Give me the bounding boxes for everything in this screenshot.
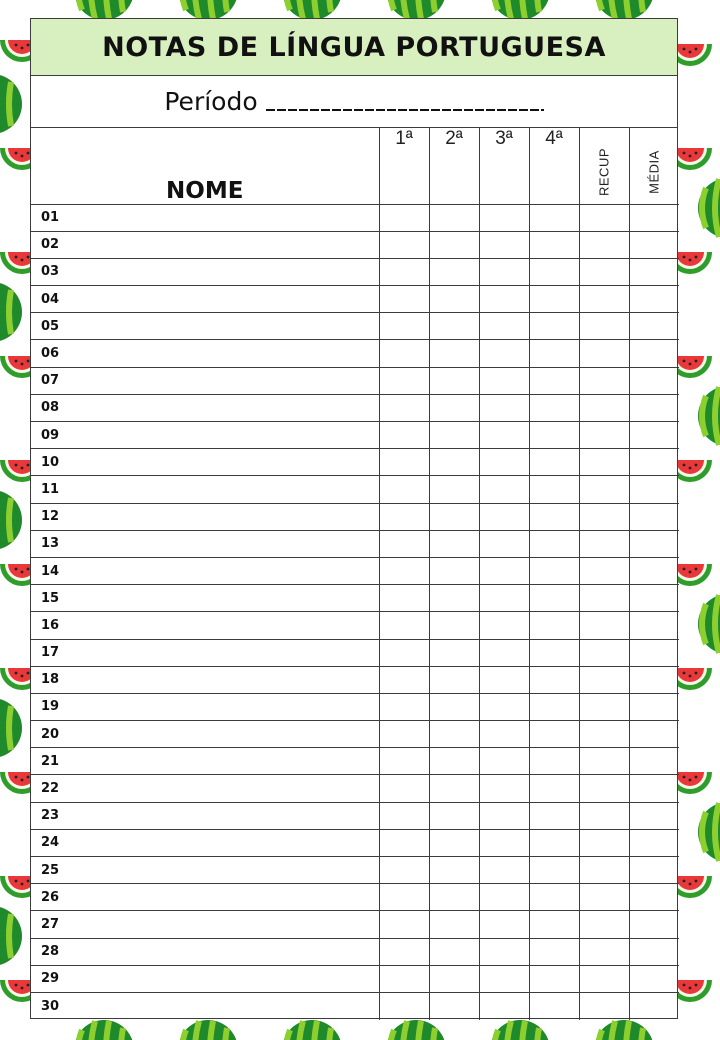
grade-1-cell[interactable] xyxy=(379,938,429,965)
row-number[interactable]: 15 xyxy=(31,585,379,612)
grade-4-cell[interactable] xyxy=(529,530,579,557)
average-cell[interactable] xyxy=(629,911,679,938)
average-cell[interactable] xyxy=(629,204,679,231)
grade-4-cell[interactable] xyxy=(529,394,579,421)
grade-3-cell[interactable] xyxy=(479,340,529,367)
grade-1-cell[interactable] xyxy=(379,748,429,775)
row-number[interactable]: 22 xyxy=(31,775,379,802)
table-row xyxy=(31,367,679,394)
grade-3-cell[interactable] xyxy=(479,829,529,856)
table-row xyxy=(31,965,679,992)
grade-2-cell[interactable] xyxy=(429,585,479,612)
recovery-cell[interactable] xyxy=(579,857,629,884)
grade-4-cell[interactable] xyxy=(529,857,579,884)
average-cell[interactable] xyxy=(629,394,679,421)
grade-4-cell[interactable] xyxy=(529,258,579,285)
grade-2-cell[interactable] xyxy=(429,721,479,748)
grade-4-cell[interactable] xyxy=(529,367,579,394)
row-number[interactable]: 02 xyxy=(31,231,379,258)
grade-1-cell[interactable] xyxy=(379,258,429,285)
average-cell[interactable] xyxy=(629,775,679,802)
average-cell[interactable] xyxy=(629,367,679,394)
row-number[interactable]: 24 xyxy=(31,829,379,856)
recovery-cell[interactable] xyxy=(579,258,629,285)
grade-4-cell[interactable] xyxy=(529,449,579,476)
grade-1-cell[interactable] xyxy=(379,721,429,748)
average-cell[interactable] xyxy=(629,965,679,992)
average-cell[interactable] xyxy=(629,530,679,557)
grade-3-cell[interactable] xyxy=(479,557,529,584)
recovery-cell[interactable] xyxy=(579,612,629,639)
table-row xyxy=(31,449,679,476)
table-row xyxy=(31,503,679,530)
average-cell[interactable] xyxy=(629,585,679,612)
column-header-name: NOME xyxy=(31,128,379,204)
recovery-cell[interactable] xyxy=(579,693,629,720)
period-field xyxy=(31,76,677,128)
grade-4-cell[interactable] xyxy=(529,693,579,720)
row-number[interactable]: 09 xyxy=(31,422,379,449)
grade-2-cell[interactable] xyxy=(429,666,479,693)
grade-2-cell[interactable] xyxy=(429,449,479,476)
grade-1-cell[interactable] xyxy=(379,857,429,884)
table-row xyxy=(31,829,679,856)
table-row xyxy=(31,394,679,421)
grade-2-cell[interactable] xyxy=(429,204,479,231)
table-row xyxy=(31,585,679,612)
average-cell[interactable] xyxy=(629,857,679,884)
recovery-cell[interactable] xyxy=(579,204,629,231)
grade-1-cell[interactable] xyxy=(379,286,429,313)
table-row xyxy=(31,857,679,884)
grade-2-cell[interactable] xyxy=(429,748,479,775)
grade-3-cell[interactable] xyxy=(479,666,529,693)
row-number[interactable]: 28 xyxy=(31,938,379,965)
column-header-grade-3: 3ª xyxy=(479,128,529,204)
recovery-cell[interactable] xyxy=(579,476,629,503)
average-cell[interactable] xyxy=(629,938,679,965)
grade-2-cell[interactable] xyxy=(429,367,479,394)
grade-4-cell[interactable] xyxy=(529,639,579,666)
grade-2-cell[interactable] xyxy=(429,857,479,884)
grade-4-cell[interactable] xyxy=(529,829,579,856)
average-cell[interactable] xyxy=(629,721,679,748)
row-number[interactable]: 30 xyxy=(31,992,379,1019)
row-number[interactable]: 05 xyxy=(31,313,379,340)
average-cell[interactable] xyxy=(629,666,679,693)
grade-2-cell[interactable] xyxy=(429,231,479,258)
grade-3-cell[interactable] xyxy=(479,367,529,394)
grade-3-cell[interactable] xyxy=(479,857,529,884)
grade-1-cell[interactable] xyxy=(379,313,429,340)
average-cell[interactable] xyxy=(629,748,679,775)
row-number[interactable]: 13 xyxy=(31,530,379,557)
table-row xyxy=(31,612,679,639)
row-number[interactable]: 01 xyxy=(31,204,379,231)
grade-1-cell[interactable] xyxy=(379,476,429,503)
grade-2-cell[interactable] xyxy=(429,286,479,313)
grade-4-cell[interactable] xyxy=(529,612,579,639)
table-row xyxy=(31,476,679,503)
row-number[interactable]: 25 xyxy=(31,857,379,884)
grade-1-cell[interactable] xyxy=(379,802,429,829)
recovery-cell[interactable] xyxy=(579,503,629,530)
recovery-cell[interactable] xyxy=(579,367,629,394)
row-number[interactable]: 03 xyxy=(31,258,379,285)
row-number[interactable]: 16 xyxy=(31,612,379,639)
grade-4-cell[interactable] xyxy=(529,286,579,313)
grade-2-cell[interactable] xyxy=(429,693,479,720)
period-blank-line[interactable] xyxy=(266,109,544,111)
table-row xyxy=(31,721,679,748)
table-row xyxy=(31,693,679,720)
grade-2-cell[interactable] xyxy=(429,829,479,856)
recovery-cell[interactable] xyxy=(579,340,629,367)
grade-3-cell[interactable] xyxy=(479,422,529,449)
row-number[interactable]: 11 xyxy=(31,476,379,503)
row-number[interactable]: 08 xyxy=(31,394,379,421)
grade-1-cell[interactable] xyxy=(379,884,429,911)
grade-4-cell[interactable] xyxy=(529,503,579,530)
grade-2-cell[interactable] xyxy=(429,884,479,911)
grade-2-cell[interactable] xyxy=(429,992,479,1019)
average-cell[interactable] xyxy=(629,476,679,503)
average-cell[interactable] xyxy=(629,829,679,856)
grade-3-cell[interactable] xyxy=(479,258,529,285)
column-header-grade-2: 2ª xyxy=(429,128,479,204)
row-number[interactable]: 12 xyxy=(31,503,379,530)
average-cell[interactable] xyxy=(629,992,679,1019)
grades-table xyxy=(31,128,679,1020)
grade-3-cell[interactable] xyxy=(479,503,529,530)
student-rows xyxy=(31,204,679,1020)
row-number[interactable]: 20 xyxy=(31,721,379,748)
row-number[interactable]: 14 xyxy=(31,557,379,584)
grade-2-cell[interactable] xyxy=(429,911,479,938)
recovery-cell[interactable] xyxy=(579,286,629,313)
recovery-cell[interactable] xyxy=(579,721,629,748)
grade-2-cell[interactable] xyxy=(429,422,479,449)
grade-1-cell[interactable] xyxy=(379,204,429,231)
recovery-cell[interactable] xyxy=(579,748,629,775)
grade-3-cell[interactable] xyxy=(479,938,529,965)
table-row xyxy=(31,422,679,449)
recovery-cell[interactable] xyxy=(579,992,629,1019)
recovery-cell[interactable] xyxy=(579,394,629,421)
average-cell[interactable] xyxy=(629,503,679,530)
recovery-cell[interactable] xyxy=(579,884,629,911)
grade-1-cell[interactable] xyxy=(379,449,429,476)
grade-4-cell[interactable] xyxy=(529,911,579,938)
row-number[interactable]: 23 xyxy=(31,802,379,829)
grade-3-cell[interactable] xyxy=(479,992,529,1019)
grade-3-cell[interactable] xyxy=(479,585,529,612)
row-number[interactable]: 29 xyxy=(31,965,379,992)
average-cell[interactable] xyxy=(629,286,679,313)
table-row xyxy=(31,884,679,911)
grade-1-cell[interactable] xyxy=(379,693,429,720)
grade-4-cell[interactable] xyxy=(529,313,579,340)
grade-1-cell[interactable] xyxy=(379,965,429,992)
table-row xyxy=(31,557,679,584)
table-row xyxy=(31,938,679,965)
average-cell[interactable] xyxy=(629,802,679,829)
grade-2-cell[interactable] xyxy=(429,530,479,557)
column-header-grade-1: 1ª xyxy=(379,128,429,204)
grade-3-cell[interactable] xyxy=(479,394,529,421)
average-cell[interactable] xyxy=(629,612,679,639)
row-number[interactable]: 17 xyxy=(31,639,379,666)
column-header-average xyxy=(629,128,679,204)
average-cell[interactable] xyxy=(629,422,679,449)
table-row xyxy=(31,775,679,802)
grade-1-cell[interactable] xyxy=(379,394,429,421)
recovery-label: RECUP xyxy=(596,147,612,197)
grade-2-cell[interactable] xyxy=(429,476,479,503)
grade-2-cell[interactable] xyxy=(429,612,479,639)
grade-3-cell[interactable] xyxy=(479,802,529,829)
grade-1-cell[interactable] xyxy=(379,367,429,394)
grade-4-cell[interactable] xyxy=(529,775,579,802)
table-row xyxy=(31,204,679,231)
recovery-cell[interactable] xyxy=(579,639,629,666)
grade-1-cell[interactable] xyxy=(379,585,429,612)
grade-1-cell[interactable] xyxy=(379,612,429,639)
grade-3-cell[interactable] xyxy=(479,204,529,231)
grade-1-cell[interactable] xyxy=(379,231,429,258)
grade-1-cell[interactable] xyxy=(379,422,429,449)
grade-3-cell[interactable] xyxy=(479,748,529,775)
average-cell[interactable] xyxy=(629,340,679,367)
grade-sheet xyxy=(30,18,678,1019)
period-label: Período xyxy=(164,87,258,116)
average-cell[interactable] xyxy=(629,693,679,720)
grade-1-cell[interactable] xyxy=(379,557,429,584)
grade-3-cell[interactable] xyxy=(479,775,529,802)
recovery-cell[interactable] xyxy=(579,313,629,340)
grade-4-cell[interactable] xyxy=(529,666,579,693)
sheet-title: NOTAS DE LÍNGUA PORTUGUESA xyxy=(31,19,677,76)
recovery-cell[interactable] xyxy=(579,965,629,992)
grade-4-cell[interactable] xyxy=(529,585,579,612)
recovery-cell[interactable] xyxy=(579,829,629,856)
recovery-cell[interactable] xyxy=(579,449,629,476)
table-row xyxy=(31,313,679,340)
grade-2-cell[interactable] xyxy=(429,775,479,802)
grade-2-cell[interactable] xyxy=(429,639,479,666)
grade-1-cell[interactable] xyxy=(379,992,429,1019)
grade-4-cell[interactable] xyxy=(529,802,579,829)
grade-2-cell[interactable] xyxy=(429,965,479,992)
grade-1-cell[interactable] xyxy=(379,775,429,802)
table-row xyxy=(31,748,679,775)
average-label: MÉDIA xyxy=(646,150,662,194)
table-row xyxy=(31,530,679,557)
column-header-recovery xyxy=(579,128,629,204)
grade-4-cell[interactable] xyxy=(529,422,579,449)
grade-2-cell[interactable] xyxy=(429,938,479,965)
grade-2-cell[interactable] xyxy=(429,394,479,421)
grade-3-cell[interactable] xyxy=(479,884,529,911)
table-row xyxy=(31,258,679,285)
header-row xyxy=(31,128,679,204)
grade-1-cell[interactable] xyxy=(379,829,429,856)
row-number[interactable]: 27 xyxy=(31,911,379,938)
row-number[interactable]: 21 xyxy=(31,748,379,775)
grade-4-cell[interactable] xyxy=(529,748,579,775)
grade-1-cell[interactable] xyxy=(379,530,429,557)
row-number[interactable]: 04 xyxy=(31,286,379,313)
row-number[interactable]: 10 xyxy=(31,449,379,476)
grade-3-cell[interactable] xyxy=(479,449,529,476)
grade-3-cell[interactable] xyxy=(479,313,529,340)
grade-4-cell[interactable] xyxy=(529,938,579,965)
grade-3-cell[interactable] xyxy=(479,476,529,503)
grade-3-cell[interactable] xyxy=(479,530,529,557)
column-header-grade-4: 4ª xyxy=(529,128,579,204)
grade-4-cell[interactable] xyxy=(529,340,579,367)
grade-2-cell[interactable] xyxy=(429,340,479,367)
table-row xyxy=(31,639,679,666)
grade-2-cell[interactable] xyxy=(429,802,479,829)
average-cell[interactable] xyxy=(629,231,679,258)
recovery-cell[interactable] xyxy=(579,775,629,802)
average-cell[interactable] xyxy=(629,639,679,666)
grade-4-cell[interactable] xyxy=(529,557,579,584)
table-row xyxy=(31,340,679,367)
row-number[interactable]: 18 xyxy=(31,666,379,693)
grade-3-cell[interactable] xyxy=(479,693,529,720)
grade-2-cell[interactable] xyxy=(429,557,479,584)
table-row xyxy=(31,231,679,258)
grade-2-cell[interactable] xyxy=(429,258,479,285)
average-cell[interactable] xyxy=(629,313,679,340)
recovery-cell[interactable] xyxy=(579,938,629,965)
recovery-cell[interactable] xyxy=(579,422,629,449)
grade-4-cell[interactable] xyxy=(529,721,579,748)
average-cell[interactable] xyxy=(629,449,679,476)
recovery-cell[interactable] xyxy=(579,231,629,258)
row-number[interactable]: 07 xyxy=(31,367,379,394)
table-row xyxy=(31,992,679,1019)
average-cell[interactable] xyxy=(629,557,679,584)
recovery-cell[interactable] xyxy=(579,911,629,938)
grade-1-cell[interactable] xyxy=(379,639,429,666)
recovery-cell[interactable] xyxy=(579,530,629,557)
table-row xyxy=(31,802,679,829)
grade-3-cell[interactable] xyxy=(479,612,529,639)
grade-4-cell[interactable] xyxy=(529,992,579,1019)
row-number[interactable]: 26 xyxy=(31,884,379,911)
table-row xyxy=(31,286,679,313)
grade-3-cell[interactable] xyxy=(479,231,529,258)
row-number[interactable]: 19 xyxy=(31,693,379,720)
grade-4-cell[interactable] xyxy=(529,204,579,231)
grade-3-cell[interactable] xyxy=(479,721,529,748)
grade-4-cell[interactable] xyxy=(529,476,579,503)
grade-3-cell[interactable] xyxy=(479,639,529,666)
grade-4-cell[interactable] xyxy=(529,884,579,911)
grade-1-cell[interactable] xyxy=(379,666,429,693)
recovery-cell[interactable] xyxy=(579,585,629,612)
grade-1-cell[interactable] xyxy=(379,503,429,530)
grade-2-cell[interactable] xyxy=(429,313,479,340)
recovery-cell[interactable] xyxy=(579,666,629,693)
row-number[interactable]: 06 xyxy=(31,340,379,367)
recovery-cell[interactable] xyxy=(579,802,629,829)
grade-4-cell[interactable] xyxy=(529,231,579,258)
grade-1-cell[interactable] xyxy=(379,911,429,938)
recovery-cell[interactable] xyxy=(579,557,629,584)
average-cell[interactable] xyxy=(629,884,679,911)
average-cell[interactable] xyxy=(629,258,679,285)
grade-4-cell[interactable] xyxy=(529,965,579,992)
grade-3-cell[interactable] xyxy=(479,965,529,992)
grade-3-cell[interactable] xyxy=(479,286,529,313)
table-row xyxy=(31,911,679,938)
table-row xyxy=(31,666,679,693)
grade-3-cell[interactable] xyxy=(479,911,529,938)
grade-1-cell[interactable] xyxy=(379,340,429,367)
grade-2-cell[interactable] xyxy=(429,503,479,530)
